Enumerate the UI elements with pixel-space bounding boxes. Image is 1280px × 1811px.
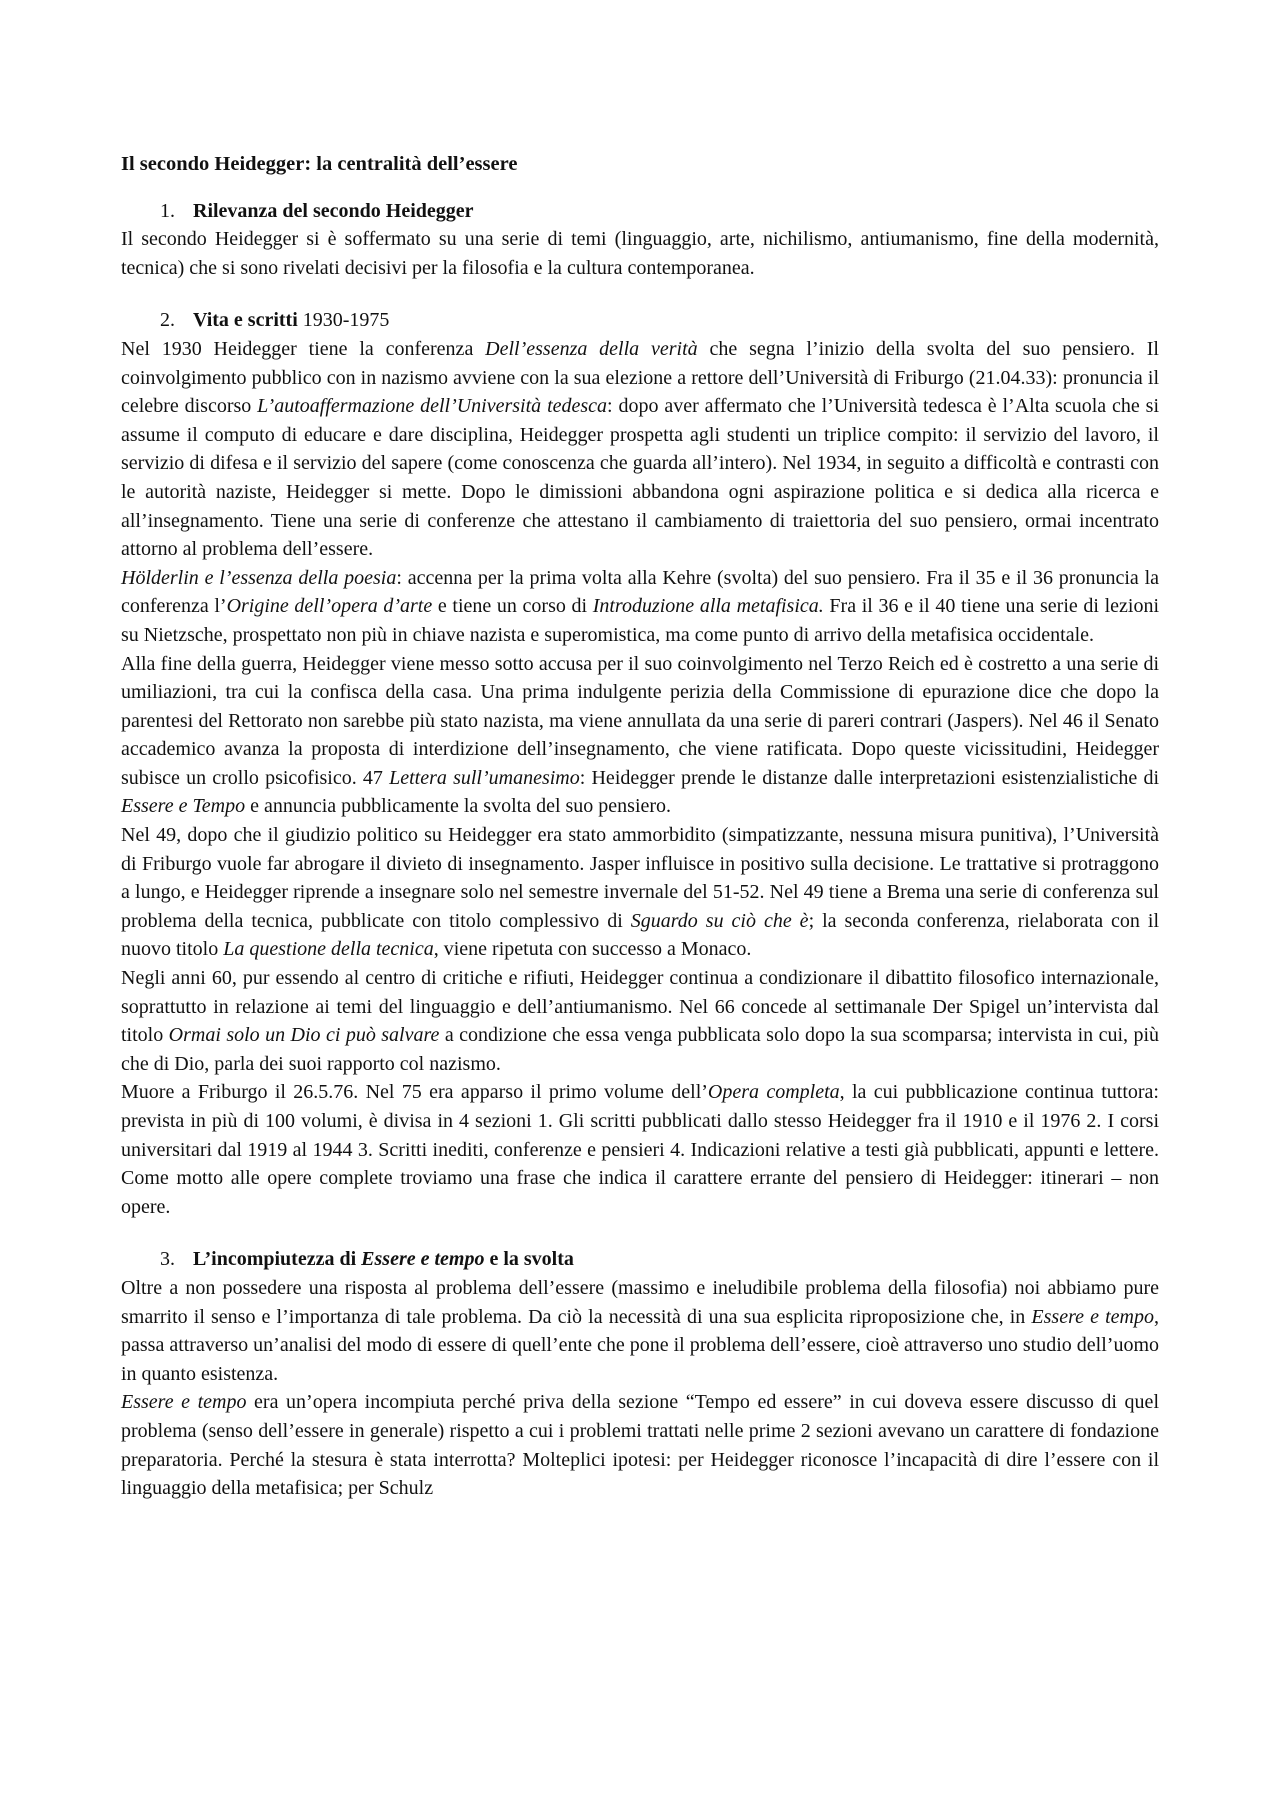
paragraph — [121, 335, 1159, 564]
text-run: Nel 49, dopo che il giudizio politico su Heidegger era stato ammorbidito (simpatizzante, nessuna misura punitiva), l’Università di Friburgo vuole far abrogare il divieto di insegnamento. Jasper influisce in positivo sulla decisione. Le trattative si protraggono a lungo, e Heidegger riprende a insegnare solo nel semestre invernale del 51-52. Nel 49 tiene a Brema una serie di conferenza sul problema della tecnica, pubblicate con titolo complessivo di — [121, 824, 1159, 932]
text-run: ; la seconda conferenza, rielaborata con il nuovo titolo — [121, 909, 1160, 961]
section-number: 3. — [160, 1248, 175, 1271]
section-body-3 — [121, 1274, 1159, 1503]
italic-text-run: L’autoaffermazione dell’Università tedesca — [257, 395, 608, 418]
italic-text-run: Essere e tempo — [1031, 1305, 1154, 1328]
text-run: Oltre a non possedere una risposta al problema dell’essere (massimo e ineludibile problema della filosofia) noi abbiamo pure smarrito il senso e l’importanza di tale problema. Da ciò la necessità di una sua esplicita riproposizione che, in — [121, 1276, 1159, 1328]
italic-text-run: Origine dell’opera d’arte — [226, 595, 433, 618]
section-body-2 — [121, 335, 1159, 1221]
text-run: Il secondo Heidegger si è soffermato su una serie di temi (linguaggio, arte, nichilismo, antiumanismo, fine della modernità, tecnica) che si sono rivelati decisivi per la filosofia e la cultura contemporanea. — [121, 228, 1159, 279]
text-run: e tiene un corso di — [432, 595, 593, 618]
text-run: Negli anni 60, pur essendo al centro di critiche e rifiuti, Heidegger continua a condizionare il dibattito filosofico internazionale, soprattutto in relazione ai temi del linguaggio e dell’antiumanismo. Nel 66 concede al settimanale Der Spigel un’intervista dal titolo — [121, 967, 1159, 1047]
text-run: : accenna per la prima volta alla Kehre (svolta) del suo pensiero. Fra il 35 e il 36 pronuncia la conferenza l’ — [121, 566, 1159, 618]
text-run: Fra il 36 e il 40 tiene una serie di lezioni su Nietzsche, prospettato non più in chiave nazista e superomistica, ma come punto di arrivo della metafisica occidentale. — [121, 595, 1160, 646]
italic-text-run: Essere e tempo — [361, 1248, 485, 1271]
section-title: Rilevanza del secondo Heidegger — [193, 199, 474, 222]
section-title — [193, 1248, 574, 1270]
text-run: L’incompiutezza di — [193, 1248, 362, 1271]
paragraph — [121, 1388, 1159, 1502]
paragraph — [121, 1078, 1159, 1221]
text-run: Alla fine della guerra, Heidegger viene messo sotto accusa per il suo coinvolgimento nel Terzo Reich ed è costretto a una serie di umiliazioni, tra cui la confisca della casa. Una prima indulgente perizia della Commissione di epurazione dice che dopo la parentesi del Rettorato non sarebbe più stato nazista, ma viene annullata da una serie di pareri contrari (Jaspers). Nel 46 il Senato accademico avanza la proposta di interdizione dell’insegnamento, che viene ratificata. Dopo queste vicissitudini, Heidegger subisce un crollo psicofisico. 47 — [121, 652, 1159, 789]
paragraph — [121, 1274, 1159, 1388]
document-page — [121, 150, 1159, 1503]
text-run: , passa attraverso un’analisi del modo di essere di quell’ente che pone il problema dell’essere, cioè attraverso uno studio dell’uomo in quanto esistenza. — [121, 1305, 1159, 1385]
italic-text-run: Hölderlin e l’essenza della poesia — [121, 566, 397, 589]
section-number: 1. — [160, 199, 175, 222]
italic-text-run: La questione della tecnica — [223, 938, 434, 961]
italic-text-run: Ormai solo un Dio ci può salvare — [168, 1024, 440, 1047]
italic-text-run: Lettera sull’umanesimo — [389, 766, 580, 789]
text-run: a condizione che essa venga pubblicata solo dopo la sua scomparsa; intervista in cui, più che di Dio, parla dei suoi rapporto col nazismo. — [121, 1024, 1160, 1075]
italic-text-run: Essere e Tempo — [121, 795, 246, 818]
text-run: : Heidegger prende le distanze dalle interpretazioni esistenzialistiche di — [579, 766, 1160, 789]
italic-text-run: Dell’essenza della verità — [485, 337, 698, 360]
text-run: e la svolta — [484, 1248, 574, 1271]
section-heading-3 — [121, 1245, 1159, 1274]
text-run: Muore a Friburgo il 26.5.76. Nel 75 era apparso il primo volume dell’ — [121, 1081, 708, 1104]
paragraph — [121, 821, 1159, 964]
text-run: , viene ripetuta con successo a Monaco. — [433, 938, 752, 961]
text-run: che segna l’inizio della svolta del suo pensiero. Il coinvolgimento pubblico con in nazismo avviene con la sua elezione a rettore dell’Università di Friburgo (21.04.33): pronuncia il celebre discorso — [121, 337, 1159, 418]
text-run: : dopo aver affermato che l’Università tedesca è l’Alta scuola che si assume il computo di educare e dare disciplina, Heidegger prospetta agli studenti un triplice compito: il servizio del lavoro, il servizio di difesa e il servizio del sapere (come conoscenza che guarda all’intero). Nel 1934, in seguito a difficoltà e contrasti con le autorità naziste, Heidegger si mette. Dopo le dimissioni abbandona ogni aspirazione politica e si dedica alla ricerca e all’insegnamento. Tiene una serie di conferenze che attestano il cambiamento di traiettoria del suo pensiero, ormai incentrato attorno al problema dell’essere. — [121, 395, 1159, 561]
section-number: 2. — [160, 309, 175, 332]
italic-text-run: Introduzione alla metafisica. — [592, 595, 824, 618]
section-heading-1 — [121, 197, 1159, 226]
section-body-1 — [121, 225, 1159, 282]
paragraph — [121, 964, 1159, 1078]
paragraph — [121, 650, 1159, 822]
text-run: e annuncia pubblicamente la svolta del suo pensiero. — [245, 795, 672, 818]
document-title: Il secondo Heidegger: la centralità dell’essere — [121, 153, 518, 175]
section-title: Vita e scritti — [193, 309, 298, 332]
paragraph — [121, 225, 1159, 282]
italic-text-run: Sguardo su ciò che è — [630, 909, 809, 932]
paragraph — [121, 564, 1159, 650]
section-heading-2 — [121, 306, 1159, 335]
italic-text-run: Essere e tempo — [121, 1391, 247, 1414]
italic-text-run: Opera completa — [707, 1081, 840, 1104]
text-run: , la cui pubblicazione continua tuttora: prevista in più di 100 volumi, è divisa in 4 sezioni 1. Gli scritti pubblicati dallo stesso Heidegger fra il 1910 e il 1976 2. I corsi universitari dal 1919 al 1944 3. Scritti inediti, conferenze e pensieri 4. Indicazioni relative a testi già pubblicati, appunti e lettere. Come motto alle opere complete troviamo una frase che indica il carattere errante del pensiero di Heidegger: itinerari – non opere. — [121, 1081, 1159, 1218]
section-title-suffix: 1930-1975 — [297, 309, 390, 332]
text-run: Nel 1930 Heidegger tiene la conferenza — [121, 337, 486, 360]
text-run: era un’opera incompiuta perché priva della sezione “Tempo ed essere” in cui doveva essere discusso di quel problema (senso dell’essere in generale) rispetto a cui i problemi trattati nelle prime 2 sezioni avevano un carattere di fondazione preparatoria. Perché la stesura è stata interrotta? Molteplici ipotesi: per Heidegger riconosce l’incapacità di dire l’essere con il linguaggio della metafisica; per Schulz — [121, 1391, 1159, 1500]
